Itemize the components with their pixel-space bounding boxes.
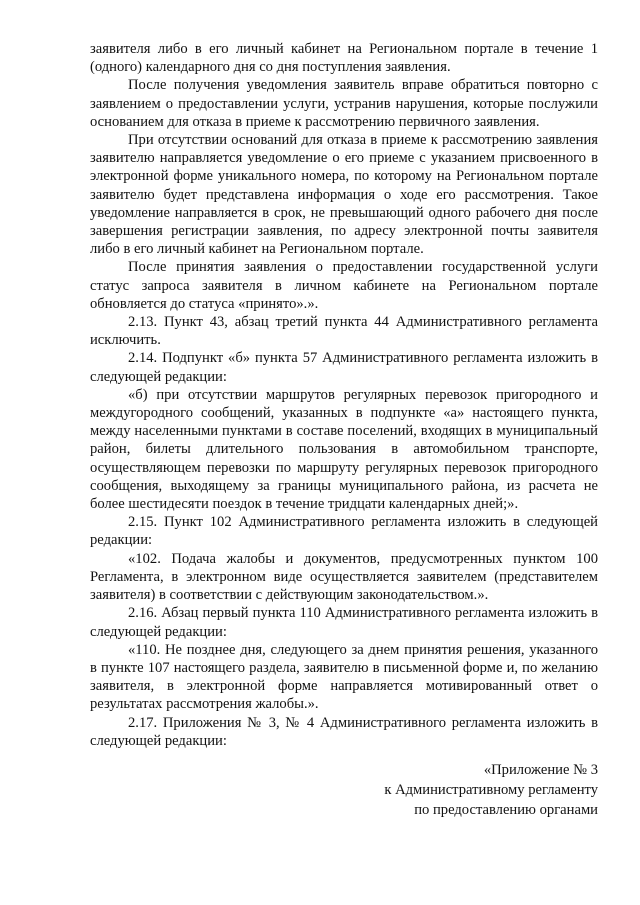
- appendix-header: [90, 760, 598, 820]
- paragraph-2-16: 2.16. Абзац первый пункта 110 Административного регламента изложить в следующей редакции:: [90, 605, 598, 640]
- paragraph-clause-102: «102. Подача жалобы и документов, предусмотренных пунктом 100 Регламента, в электронном виде осуществляется заявителем (представителем заявителя) в соответствии с действующим законодательством.».: [90, 550, 598, 604]
- paragraph-2-14: 2.14. Подпункт «б» пункта 57 Административного регламента изложить в следующей редакции:: [90, 350, 598, 385]
- appendix-subtitle-line-2: по предоставлению органами: [414, 801, 598, 818]
- paragraph-status-update: После принятия заявления о предоставлении государственной услуги статус запроса заявителя в личном кабинете на Региональном портале обновляется до статуса «принято».».: [90, 259, 598, 312]
- paragraph-subclause-b: «б) при отсутствии маршрутов регулярных перевозок пригородного и междугородного сообщений, указанных в подпункте «а» настоящего пункта, между населенными пунктами в составе поселений, входящих в муниципальный район, билеты длительного пользования в автомобильном транспорте, осуществляющем перевозки по маршруту регулярных перевозок пригородного сообщения, выходящему за границы муниципального района, из расчета не более шестидесяти поездок в течение тридцати календарных дней;».: [90, 386, 598, 513]
- paragraph-resubmission: После получения уведомления заявитель вправе обратиться повторно с заявлением о предоставлении услуги, устранив нарушения, которые послужили основанием для отказа в приеме к рассмотрению первичного заявления.: [90, 77, 598, 130]
- appendix-subtitle-line-1: к Административному регламенту: [384, 781, 598, 798]
- appendix-title: «Приложение № 3: [483, 761, 598, 778]
- paragraph-2-17: 2.17. Приложения № 3, № 4 Административного регламента изложить в следующей редакции:: [90, 714, 598, 749]
- paragraph-2-13: 2.13. Пункт 43, абзац третий пункта 44 Административного регламента исключить.: [90, 314, 598, 349]
- document-body: [90, 40, 598, 820]
- paragraph-acceptance-notice: При отсутствии оснований для отказа в приеме к рассмотрению заявления заявителю направляется уведомление о его приеме с указанием присвоенного в электронной форме уникального номера, по которому на Региональном портале заявителю будет представлена информация о ходе его рассмотрения. Такое уведомление направляется в срок, не превышающий одного рабочего дня после завершения регистрации заявления, по адресу электронной почты заявителя либо в его личный кабинет на Региональном портале.: [90, 132, 598, 258]
- paragraph-continuation: заявителя либо в его личный кабинет на Региональном портале в течение 1 (одного) календарного дня со дня поступления заявления.: [90, 41, 598, 76]
- paragraph-clause-110: «110. Не позднее дня, следующего за днем принятия решения, указанного в пункте 107 настоящего раздела, заявителю в письменной форме и, по желанию заявителя, в электронной форме направляется мотивированный ответ о результатах рассмотрения жалобы.».: [90, 641, 598, 713]
- paragraph-2-15: 2.15. Пункт 102 Административного регламента изложить в следующей редакции:: [90, 514, 598, 549]
